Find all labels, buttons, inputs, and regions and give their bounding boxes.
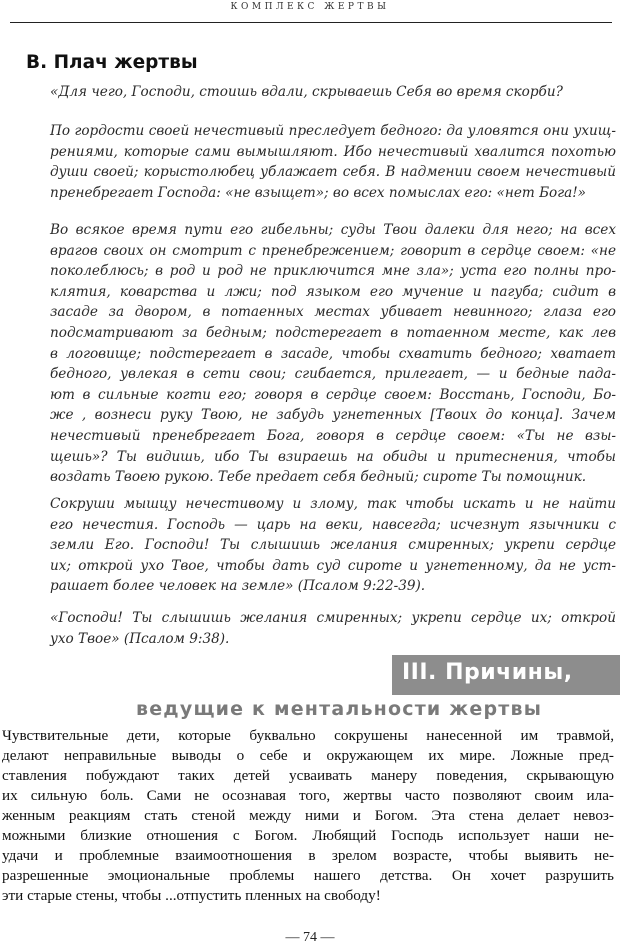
verse-line: поколеблюсь; в род и род не приключится мне зла»; уста его полны про- bbox=[50, 263, 616, 280]
verse-line: же , вознеси руку Твою, не забудь угнетенных [Твоих до конца]. Зачем bbox=[50, 407, 616, 424]
body-line: женным реакциям стать стеной между ними и Богом. Эта стена делает невоз- bbox=[2, 807, 614, 824]
body-line: можными близкие отношения с Богом. Любящий Господь использует наши не- bbox=[2, 827, 614, 844]
body-line: разрешенные эмоциональные проблемы нашего детства. Он хочет разрушить bbox=[2, 867, 614, 884]
running-head: КОМПЛЕКС ЖЕРТВЫ bbox=[230, 2, 390, 12]
verse-line: рениями, которые сами вымышляют. Ибо нечестивый хвалится похотью bbox=[50, 143, 616, 160]
body-line: эти старые стены, чтобы ...отпустить пленных на свободу! bbox=[2, 887, 381, 904]
body-line: Чувствительные дети, которые буквально сокрушены нанесенной им травмой, bbox=[2, 727, 614, 744]
verse-paragraph-1 bbox=[50, 82, 616, 103]
body-line: делают неправильные выводы о себе и окружающем их мире. Ложные пред- bbox=[2, 747, 614, 764]
verse-line: бедного, увлекая в сети свои; сгибается, прилегает, — и бедные пада- bbox=[50, 366, 616, 383]
verse-line: земли Его. Господи! Ты слышишь желания смиренных; укрепи сердце bbox=[50, 537, 616, 554]
verse-line: «Господи! Ты слышишь желания смиренных; укрепи сердце их; открой bbox=[50, 610, 616, 626]
verse-line: Сокруши мышцу нечестивому и злому, так чтобы искать и не найти bbox=[50, 496, 616, 512]
chapter-subtitle: ведущие к ментальности жертвы bbox=[136, 698, 543, 720]
body-paragraph bbox=[2, 726, 614, 906]
verse-paragraph-2 bbox=[50, 121, 616, 203]
verse-paragraph-4 bbox=[50, 494, 616, 597]
verse-line: По гордости своей нечестивый преследует бедного: да уловятся они ухищ- bbox=[50, 123, 616, 139]
header-rule bbox=[10, 22, 612, 23]
verse-line: подсматривают за бедным; подстерегает в потаенном месте, как лев bbox=[50, 324, 616, 341]
verse-line: Во всякое время пути его гибельны; суды Твои далеки для него; на всех bbox=[50, 222, 616, 238]
verse-line: в логовище; подстерегает в засаде, чтобы схватить бедного; хватает bbox=[50, 345, 616, 362]
verse-line: щешь»? Ты видишь, ибо Ты взираешь на обиды и притеснения, чтобы bbox=[50, 448, 616, 465]
verse-line: ют в сильные когти его; говоря в сердце своем: Восстань, Господи, Бо- bbox=[50, 386, 616, 403]
body-line: их сильную боль. Сами не осознавая того, жертвы часто позволяют своим ила- bbox=[2, 787, 614, 804]
verse-line: души своей; корыстолюбец ублажает себя. В надмении своем нечестивый bbox=[50, 164, 616, 181]
verse-line: его нечестия. Господь — царь на веки, навсегда; исчезнут язычники с bbox=[50, 516, 616, 533]
body-line: ставления побуждают таких детей усваивать манеру поведения, скрывающую bbox=[2, 767, 614, 784]
page-number: — 74 — bbox=[285, 930, 335, 945]
verse-line: клятия, коварства и лжи; под языком его мучение и пагуба; сидит в bbox=[50, 283, 616, 300]
verse-line: засаде за двором, в потаенных местах убивает невинного; глаза его bbox=[50, 304, 616, 321]
chapter-title: III. Причины, bbox=[402, 660, 573, 685]
verse-line: врагов своих он смотрит с пренебрежением; говорит в сердце своем: «не bbox=[50, 242, 616, 259]
verse-line: «Для чего, Господи, стоишь вдали, скрываешь Себя во время скорби? bbox=[50, 84, 563, 100]
verse-line: нечестивый пренебрегает Бога, говоря в сердце своем: «Ты не взы- bbox=[50, 427, 616, 444]
section-title: В. Плач жертвы bbox=[26, 52, 198, 73]
verse-line: их; открой ухо Твое, чтобы дать суд сироте и угнетенному, да не уст- bbox=[50, 557, 616, 574]
verse-line: ухо Твое» (Псалом 9:38). bbox=[50, 630, 230, 647]
verse-line: воздать Твоею рукою. Тебе предает себя бедный; сироте Ты помощник. bbox=[50, 469, 587, 486]
verse-line: пренебрегает Господа: «не взыщет»; во всех помыслах его: «нет Бога!» bbox=[50, 184, 586, 201]
verse-paragraph-5 bbox=[50, 608, 616, 649]
verse-paragraph-3 bbox=[50, 220, 616, 488]
body-line: удачи и проблемные взаимоотношения в зрелом возрасте, чтобы выявить не- bbox=[2, 847, 614, 864]
verse-line: рашает более человек на земле» (Псалом 9:22-39). bbox=[50, 578, 426, 595]
